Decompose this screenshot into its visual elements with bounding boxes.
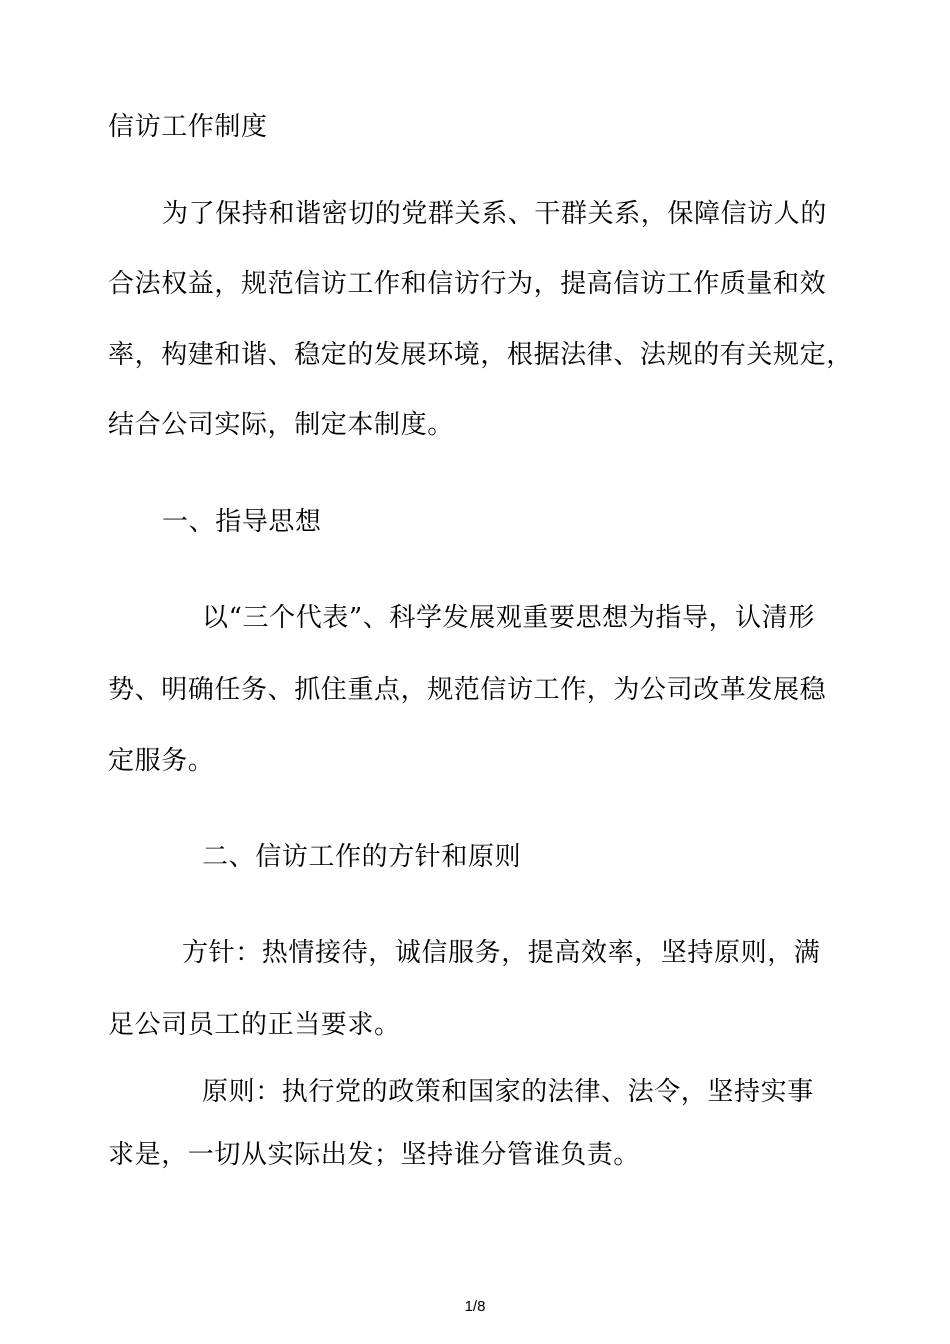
guiding-ideology-paragraph-line: 势、明确任务、抓住重点，规范信访工作，为公司改革发展稳	[108, 675, 827, 705]
policy-paragraph-line: 足公司员工的正当要求。	[108, 1010, 401, 1040]
guiding-ideology-paragraph-line: 定服务。	[108, 746, 215, 776]
section-heading-policy-and-principles: 二、信访工作的方针和原则	[202, 842, 522, 872]
intro-paragraph-line: 合法权益，规范信访工作和信访行为，提高信访工作质量和效	[108, 269, 827, 299]
principle-paragraph-line: 求是，一切从实际出发；坚持谁分管谁负责。	[108, 1140, 641, 1170]
principle-paragraph-line: 原则：执行党的政策和国家的法律、法令，坚持实事	[202, 1077, 814, 1107]
intro-paragraph-line: 率，构建和谐、稳定的发展环境，根据法律、法规的有关规定，	[108, 340, 853, 370]
document-title: 信访工作制度	[108, 112, 268, 142]
intro-paragraph-line: 为了保持和谐密切的党群关系、干群关系，保障信访人的	[162, 199, 828, 229]
policy-paragraph-line: 方针：热情接待，诚信服务，提高效率，坚持原则，满	[182, 938, 821, 968]
section-heading-guiding-ideology: 一、指导思想	[162, 507, 322, 537]
guiding-ideology-paragraph-line: 以“三个代表”、科学发展观重要思想为指导，认清形	[202, 603, 815, 633]
page-number: 1/8	[464, 1298, 486, 1315]
intro-paragraph-line: 结合公司实际，制定本制度。	[108, 410, 454, 440]
